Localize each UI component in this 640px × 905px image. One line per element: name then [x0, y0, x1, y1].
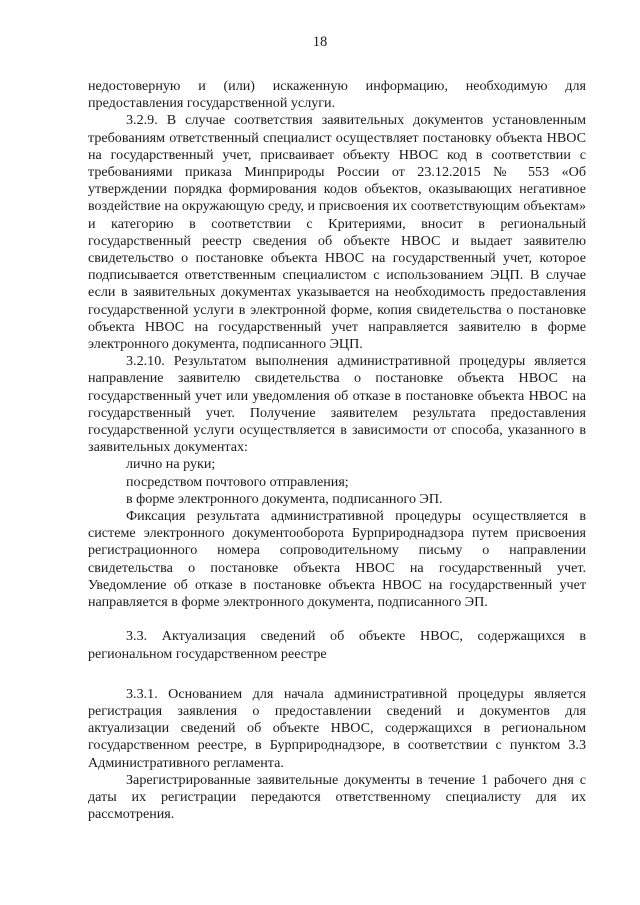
paragraph-registered-documents: Зарегистрированные заявительные документы в течение 1 рабочего дня с даты их регистрации передаются ответственному специалисту для их рассмотрения.: [88, 771, 586, 823]
list-item-electronic: в форме электронного документа, подписанного ЭП.: [126, 490, 443, 507]
paragraph-3-2-9: 3.2.9. В случае соответствия заявительных документов установленным требованиям ответственный специалист осуществляет постановку объекта НВОС на государственный учет, присваивает объекту НВОС код в соответствии с требованиями приказа Минприроды России от 23.12.2015 № 553 «Об утверждении порядка формирования кодов объектов, оказывающих негативное воздействие на окружающую среду, и присвоения их соответствующим объектам» и категорию в соответствии с Критериями, вносит в региональный государственный реестр сведения об объекте НВОС и выдает заявителю свидетельство о постановке объекта НВОС на государственный учет, которое подписывается ответственным специалистом с использованием ЭЦП. В случае если в заявительных документах указывается на необходимость предоставления государственной услуги в электронной форме, копия свидетельства о постановке объекта НВОС на государственный учет направляется заявителю в форме электронного документа, подписанного ЭЦП.: [88, 112, 586, 353]
page-number: 18: [312, 34, 328, 50]
list-item-by-mail: посредством почтового отправления;: [126, 473, 349, 490]
list-item-in-person: лично на руки;: [126, 456, 216, 473]
paragraph-3-2-10: 3.2.10. Результатом выполнения административной процедуры является направление заявителю свидетельства о постановке объекта НВОС на государственный учет или уведомления об отказе в постановке объекта НВОС на государственный учет. Получение заявителем результата предоставления государственной услуги осуществляется в зависимости от способа, указанного в заявительных документах:: [88, 353, 586, 456]
paragraph-continuation: недостоверную и (или) искаженную информацию, необходимую для предоставления государственной услуги.: [88, 78, 586, 112]
section-heading-3-3: 3.3. Актуализация сведений об объекте НВОС, содержащихся в региональном государственном реестре: [88, 628, 586, 662]
paragraph-3-3-1: 3.3.1. Основанием для начала административной процедуры является регистрация заявления о предоставлении сведений и документов для актуализации сведений об объекте НВОС, содержащихся в региональном государственном реестре, в Бурприроднадзоре, в соответствии с пунктом 3.3 Административного регламента.: [88, 685, 586, 771]
paragraph-fixation: Фиксация результата административной процедуры осуществляется в системе электронного документооборота Бурприроднадзора путем присвоения регистрационного номера сопроводительному письму о направлении свидетельства о постановке объекта НВОС на государственный учет. Уведомление об отказе в постановке объекта НВОС на государственный учет направляется в форме электронного документа, подписанного ЭП.: [88, 508, 586, 611]
document-body: [88, 78, 586, 823]
